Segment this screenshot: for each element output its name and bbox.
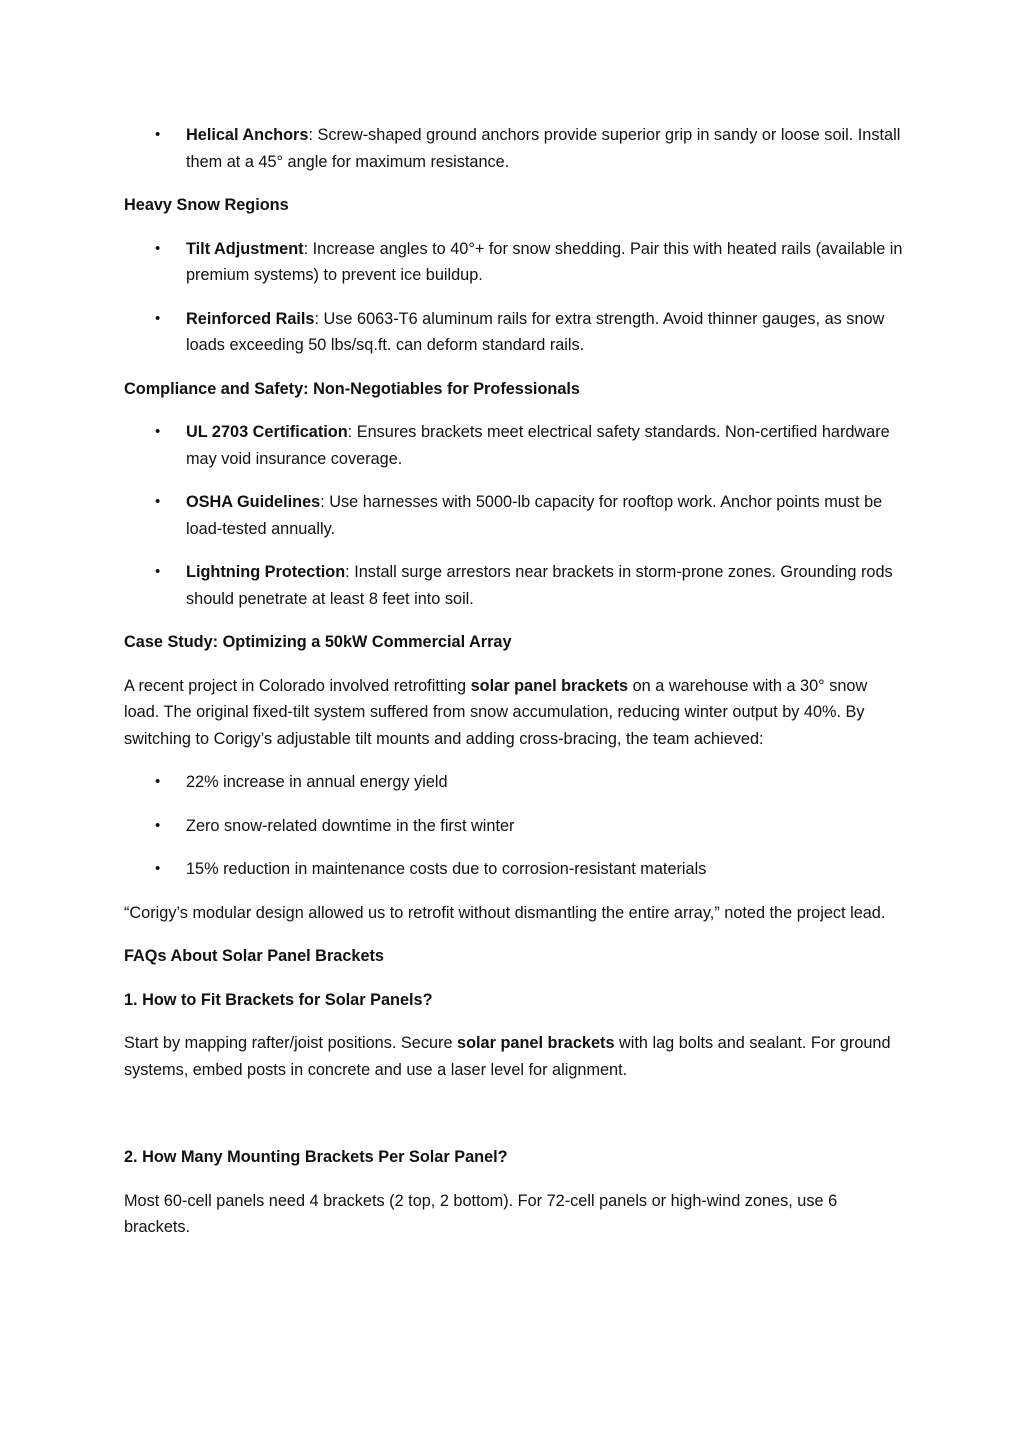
- list-item-term: Tilt Adjustment: [186, 239, 304, 258]
- text-run: “Corigy’s modular design allowed us to retrofit without dismantling the entire array,” noted the project lead.: [124, 903, 886, 922]
- list-item-term: UL 2703 Certification: [186, 423, 348, 441]
- list-item-text: : Use 6063-T6 aluminum rails for extra strength. Avoid thinner gauges, as snow loads exceeding 50 lbs/sq.ft. can deform standard rails.: [186, 309, 885, 354]
- section-heading: Compliance and Safety: Non-Negotiables for Professionals: [124, 379, 580, 398]
- bullet-icon: •: [155, 493, 161, 510]
- list-item-text: : Increase angles to 40°+ for snow shedding. Pair this with heated rails (available in premium systems) to prevent ice buildup.: [186, 239, 903, 284]
- text-run: Start by mapping rafter/joist positions. Secure: [124, 1034, 458, 1052]
- section-heading: 1. How to Fit Brackets for Solar Panels?: [124, 990, 433, 1009]
- section-heading: FAQs About Solar Panel Brackets: [124, 947, 384, 965]
- bullet-list: [124, 122, 904, 175]
- list-item-term: OSHA Guidelines: [186, 493, 321, 511]
- bullet-icon: •: [155, 816, 161, 834]
- bullet-icon: •: [155, 563, 161, 580]
- list-item: [124, 813, 904, 840]
- list-item-text: : Install surge arrestors near brackets in storm-prone zones. Grounding rods should penetrate at least 8 feet into soil.: [186, 563, 893, 608]
- list-item: [124, 559, 904, 612]
- list-item: [124, 236, 904, 289]
- bold-phrase: solar panel brackets: [470, 676, 629, 695]
- bullet-list: [124, 769, 904, 883]
- bullet-icon: •: [155, 860, 161, 877]
- list-item-text: 15% reduction in maintenance costs due to corrosion-resistant materials: [186, 860, 707, 878]
- list-item-text: : Use harnesses with 5000-lb capacity for rooftop work. Anchor points must be load-tested annually.: [186, 493, 883, 538]
- list-item: [124, 306, 904, 359]
- list-item: [124, 856, 904, 883]
- paragraph: [124, 673, 904, 753]
- paragraph: [124, 1030, 904, 1083]
- section-heading: Heavy Snow Regions: [124, 196, 289, 214]
- list-item: [124, 419, 904, 472]
- document-page: [124, 122, 904, 1258]
- text-run: on a warehouse with a 30° snow load. The original fixed-tilt system suffered from snow accumulation, reducing winter output by 40%. By switching to Corigy’s adjustable tilt mounts and adding cross-bracing, the team achieved:: [124, 676, 868, 748]
- list-item: [124, 489, 904, 542]
- list-item: [124, 769, 904, 796]
- blank-line: [124, 1100, 904, 1144]
- section-heading: 2. How Many Mounting Brackets Per Solar Panel?: [124, 1148, 508, 1166]
- list-item-term: Helical Anchors: [186, 126, 309, 144]
- section-heading: Case Study: Optimizing a 50kW Commercial Array: [124, 633, 512, 651]
- list-item-text: : Ensures brackets meet electrical safety standards. Non-certified hardware may void insurance coverage.: [186, 423, 890, 468]
- list-item-text: Zero snow-related downtime in the first winter: [186, 816, 515, 835]
- list-item-text: : Screw-shaped ground anchors provide superior grip in sandy or loose soil. Install them at a 45° angle for maximum resistance.: [186, 126, 901, 171]
- bullet-icon: •: [155, 423, 161, 440]
- bullet-icon: •: [155, 773, 161, 790]
- paragraph: [124, 900, 904, 927]
- bullet-list: [124, 236, 904, 359]
- list-item-text: 22% increase in annual energy yield: [186, 773, 448, 791]
- bullet-list: [124, 419, 904, 612]
- list-item-term: Lightning Protection: [186, 563, 346, 581]
- list-item-term: Reinforced Rails: [186, 309, 315, 328]
- text-run: A recent project in Colorado involved retrofitting: [124, 676, 471, 695]
- bullet-icon: •: [155, 126, 161, 143]
- bullet-icon: •: [155, 239, 161, 257]
- bold-phrase: solar panel brackets: [457, 1034, 615, 1052]
- list-item: [124, 122, 904, 175]
- bullet-icon: •: [155, 309, 161, 327]
- paragraph: [124, 1188, 904, 1241]
- text-run: with lag bolts and sealant. For ground systems, embed posts in concrete and use a laser level for alignment.: [124, 1034, 891, 1079]
- text-run: Most 60-cell panels need 4 brackets (2 top, 2 bottom). For 72-cell panels or high-wind zones, use 6 brackets.: [124, 1191, 838, 1236]
